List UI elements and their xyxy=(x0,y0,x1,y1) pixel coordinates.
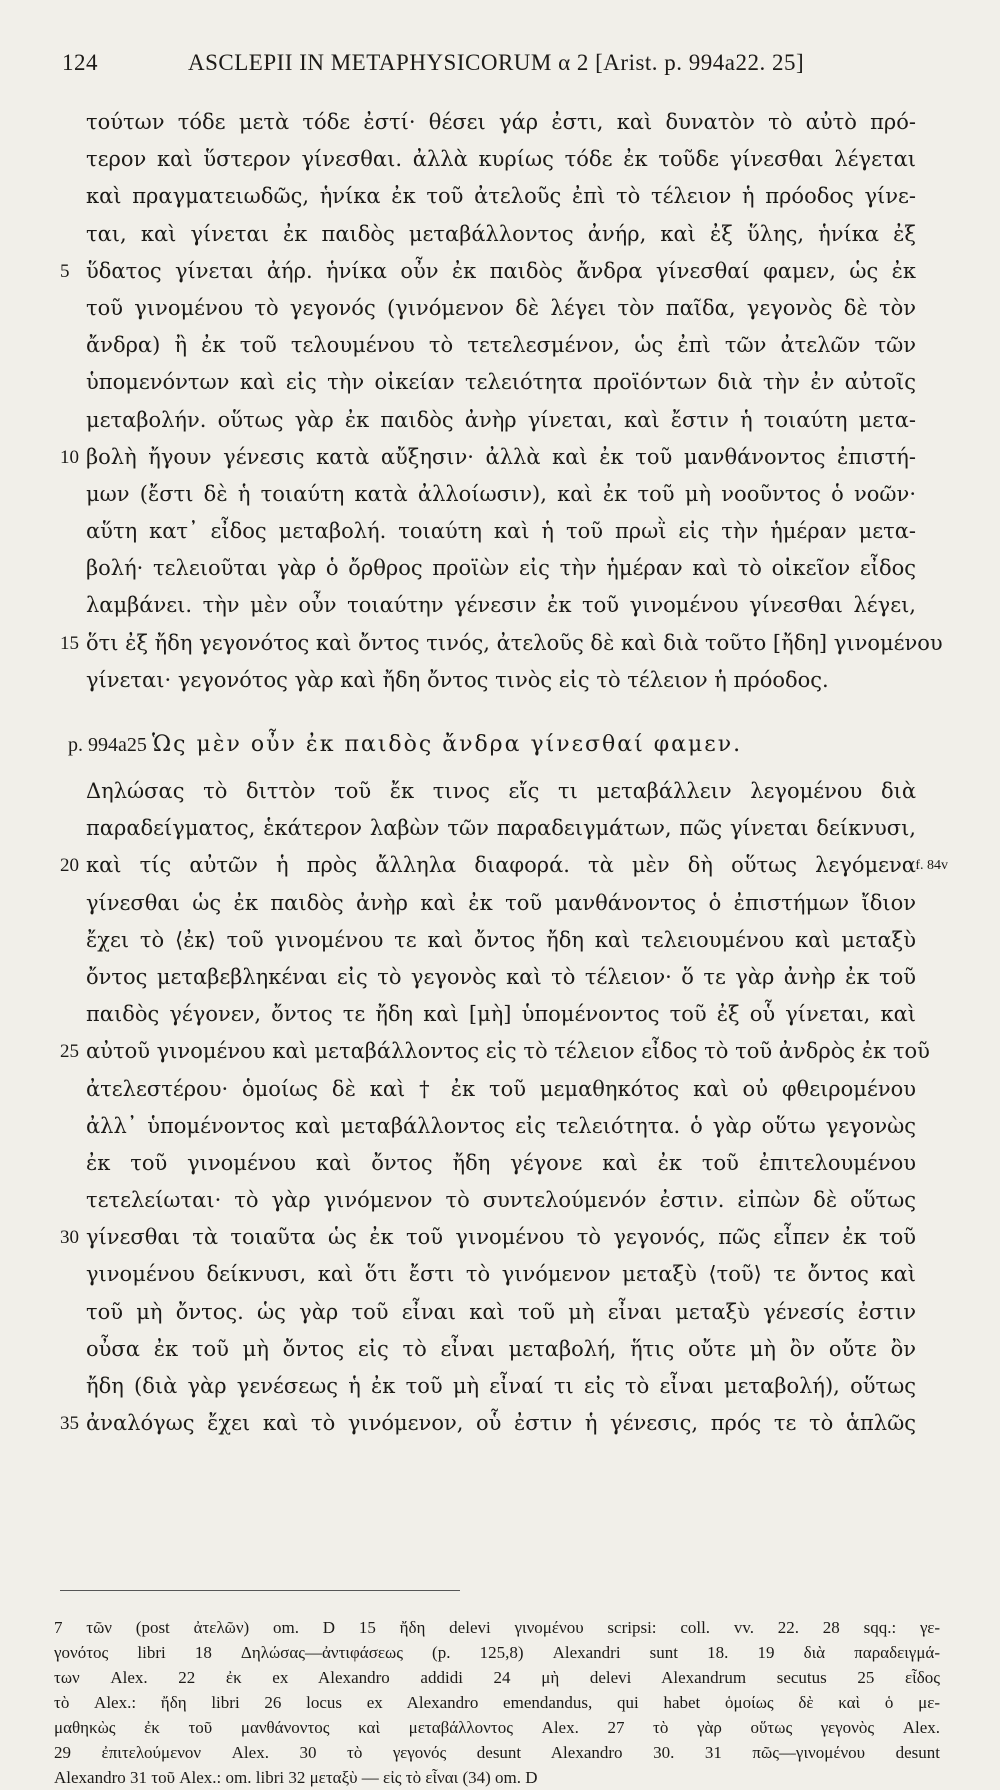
text-line xyxy=(86,476,916,513)
line-text: γίνεται· γεγονότος γὰρ καὶ ἤδη ὄντος τινὸς εἰς τὸ τέλειον ἡ πρόοδος. xyxy=(86,667,829,692)
text-line xyxy=(86,290,916,327)
text-line xyxy=(86,1294,916,1331)
page-number: 124 xyxy=(62,50,98,75)
text-line xyxy=(86,662,916,699)
text-line xyxy=(86,885,916,922)
apparatus-line: των Alex. 22 ἐκ ex Alexandro addidi 24 μὴ delevi Alexandrum secutus 25 εἶδος xyxy=(54,1668,940,1687)
folio-marker: f. 84v xyxy=(915,858,948,874)
text-line xyxy=(86,513,916,550)
line-text: ὑπομενόντων καὶ εἰς τὴν οἰκείαν τελειότητα προϊόντων διὰ τὴν ἐν αὐτοῖς xyxy=(86,370,916,395)
running-title: ASCLEPII IN METAPHYSICORUM α 2 [Arist. p. 994a22. 25] xyxy=(188,50,805,75)
line-number: 20 xyxy=(60,855,79,877)
footnote-rule xyxy=(60,1590,460,1591)
line-text: βολή· τελειοῦται γὰρ ὁ ὄρθρος προϊὼν εἰς τὴν ἡμέραν καὶ τὸ οἰκεῖον εἶδος xyxy=(86,556,916,581)
text-line xyxy=(60,1219,916,1256)
apparatus-line: μαθηκὼς ἐκ τοῦ μανθάνοντος καὶ μεταβάλλοντος Alex. 27 τὸ γὰρ οὕτως γεγονὸς Alex. xyxy=(54,1718,940,1737)
line-text: γίνεσθαι ὡς ἐκ παιδὸς ἀνὴρ καὶ ἐκ τοῦ μανθάνοντος ὁ ἐπιστήμων ἴδιον xyxy=(86,890,916,915)
line-number: 35 xyxy=(60,1413,79,1435)
text-line xyxy=(86,550,916,587)
apparatus-line: τὸ Alex.: ἤδη libri 26 locus ex Alexandro emendandus, qui habet ὁμοίως δὲ καὶ ὁ με- xyxy=(54,1693,940,1712)
line-text: ἔχει τὸ ⟨ἐκ⟩ τοῦ γινομένου τε καὶ ὄντος ἤδη καὶ τελειουμένου καὶ μεταξὺ xyxy=(86,927,916,952)
apparatus-line: Alexandro 31 τοῦ Alex.: om. libri 32 μεταξὺ — εἰς τὸ εἶναι (34) om. D xyxy=(54,1768,538,1787)
line-text: ὄντος μεταβεβληκέναι εἰς τὸ γεγονὸς καὶ τὸ τέλειον· ὅ τε γὰρ ἀνὴρ ἐκ τοῦ xyxy=(86,964,916,989)
text-line xyxy=(86,402,916,439)
text-line xyxy=(86,141,916,178)
text-line xyxy=(60,439,916,476)
text-line xyxy=(86,773,916,810)
line-text: ἀλλ᾽ ὑπομένοντος καὶ μεταβάλλοντος εἰς τελειότητα. ὁ γὰρ οὕτω γεγονὼς xyxy=(86,1113,916,1138)
text-line xyxy=(86,587,916,624)
line-text: τετελείωται· τὸ γὰρ γινόμενον τὸ συντελούμενόν ἐστιν. εἰπὼν δὲ οὕτως xyxy=(86,1188,916,1213)
line-text: γινομένου δείκνυσι, καὶ ὅτι ἔστι τὸ γινόμενον μεταξὺ ⟨τοῦ⟩ τε ὄντος καὶ xyxy=(86,1262,916,1287)
apparatus-line: 7 τῶν (post ἀτελῶν) om. D 15 ἤδη delevi γινομένου scripsi: coll. vv. 22. 28 sqq.: γε- xyxy=(54,1618,940,1637)
critical-apparatus xyxy=(54,1615,940,1790)
line-text: ἐκ τοῦ γινομένου καὶ ὄντος ἤδη γέγονε καὶ ἐκ τοῦ ἐπιτελουμένου xyxy=(86,1150,916,1175)
text-line xyxy=(86,104,916,141)
line-text: λαμβάνει. τὴν μὲν οὖν τοιαύτην γένεσιν ἐκ τοῦ γινομένου γίνεσθαι λέγει, xyxy=(86,593,916,618)
line-text: μων (ἔστι δὲ ἡ τοιαύτη κατὰ ἀλλοίωσιν), καὶ ἐκ τοῦ μὴ νοοῦντος ὁ νοῶν· xyxy=(86,481,916,506)
lemma-heading xyxy=(68,725,916,765)
text-line xyxy=(86,1071,916,1108)
main-text xyxy=(60,104,948,1442)
line-number: 25 xyxy=(60,1041,79,1063)
line-text: ἀτελεστέρου· ὁμοίως δὲ καὶ † ἐκ τοῦ μεμαθηκότος καὶ οὐ φθειρομένου xyxy=(86,1076,916,1101)
spacer xyxy=(86,699,916,725)
text-line xyxy=(86,922,916,959)
text-block-1 xyxy=(60,104,943,699)
line-text: βολὴ ἤγουν γένεσις κατὰ αὔξησιν· ἀλλὰ καὶ ἐκ τοῦ μανθάνοντος ἐπιστή- xyxy=(86,444,916,469)
line-text: τοῦ γινομένου τὸ γεγονός (γινόμενον δὲ λέγει τὸν παῖδα, γεγονὸς δὲ τὸν xyxy=(86,295,916,320)
text-line xyxy=(60,625,943,662)
text-line xyxy=(86,1182,916,1219)
text-line xyxy=(60,1405,916,1442)
text-line xyxy=(86,216,916,253)
text-line xyxy=(86,178,916,215)
text-line xyxy=(60,1033,930,1070)
line-text: τοῦ μὴ ὄντος. ὡς γὰρ τοῦ εἶναι καὶ τοῦ μὴ εἶναι μεταξὺ γένεσίς ἐστιν xyxy=(86,1299,916,1324)
text-line xyxy=(60,253,916,290)
line-text: αὕτη κατ᾽ εἶδος μεταβολή. τοιαύτη καὶ ἡ τοῦ πρωῒ εἰς τὴν ἡμέραν μετα- xyxy=(86,519,916,544)
text-line xyxy=(86,1331,916,1368)
line-text: Δηλώσας τὸ διττὸν τοῦ ἔκ τινος εἴς τι μεταβάλλειν λεγομένου διὰ xyxy=(86,779,916,803)
text-line xyxy=(86,810,916,847)
text-line xyxy=(86,996,916,1033)
line-text: ἤδη (διὰ γὰρ γενέσεως ἡ ἐκ τοῦ μὴ εἶναί τι εἰς τὸ εἶναι μεταβολή), οὕτως xyxy=(86,1374,916,1398)
lemma-text: Ὡς μὲν οὖν ἐκ παιδὸς ἄνδρα γίνεσθαί φαμεν. xyxy=(152,732,743,757)
line-text: τερον καὶ ὕστερον γίνεσθαι. ἀλλὰ κυρίως τόδε ἐκ τοῦδε γίνεσθαι λέγεται xyxy=(86,147,916,172)
text-line xyxy=(86,1108,916,1145)
text-line xyxy=(86,1256,916,1293)
line-text: ἄνδρα) ἢ ἐκ τοῦ τελουμένου τὸ τετελεσμένον, ὡς ἐπὶ τῶν ἀτελῶν τῶν xyxy=(86,333,916,358)
text-line xyxy=(86,959,916,996)
line-number: 5 xyxy=(60,260,70,282)
lemma-reference: p. 994a25 xyxy=(68,734,147,756)
line-text: ἀναλόγως ἔχει καὶ τὸ γινόμενον, οὗ ἐστιν ἡ γένεσις, πρός τε τὸ ἁπλῶς xyxy=(86,1411,916,1436)
line-text: ὕδατος γίνεται ἀήρ. ἡνίκα οὖν ἐκ παιδὸς ἄνδρα γίνεσθαί φαμεν, ὡς ἐκ xyxy=(86,258,916,283)
line-text: καὶ πραγματειωδῶς, ἡνίκα ἐκ τοῦ ἀτελοῦς ἐπὶ τὸ τέλειον ἡ πρόοδος γίνε- xyxy=(86,184,916,209)
apparatus-line: 29 ἐπιτελούμενον Alex. 30 τὸ γεγονός desunt Alexandro 30. 31 πῶς—γινομένου desunt xyxy=(54,1743,940,1762)
line-number: 10 xyxy=(60,446,79,468)
text-block-2 xyxy=(60,773,948,1442)
line-text: ὅτι ἐξ ἤδη γεγονότος καὶ ὄντος τινός, ἀτελοῦς δὲ καὶ διὰ τοῦτο [ἤδη] γινομένου xyxy=(86,630,943,655)
line-text: ται, καὶ γίνεται ἐκ παιδὸς μεταβάλλοντος ἀνήρ, καὶ ἐξ ὕλης, ἡνίκα ἐξ xyxy=(86,221,916,246)
line-text: αὐτοῦ γινομένου καὶ μεταβάλλοντος εἰς τὸ τέλειον εἶδος τὸ τοῦ ἀνδρὸς ἐκ τοῦ xyxy=(86,1039,930,1064)
line-number: 15 xyxy=(60,632,79,654)
line-text: παιδὸς γέγονεν, ὄντος τε ἤδη καὶ [μὴ] ὑπομένοντος τοῦ ἐξ οὗ γίνεται, καὶ xyxy=(86,1002,916,1027)
text-line xyxy=(86,364,916,401)
line-number: 30 xyxy=(60,1227,79,1249)
line-text: γίνεσθαι τὰ τοιαῦτα ὡς ἐκ τοῦ γινομένου τὸ γεγονός, πῶς εἶπεν ἐκ τοῦ xyxy=(86,1225,916,1250)
text-line xyxy=(86,1368,916,1405)
line-text: παραδείγματος, ἑκάτερον λαβὼν τῶν παραδειγμάτων, πῶς γίνεται δείκνυσι, xyxy=(86,816,916,841)
text-line xyxy=(86,327,916,364)
spacer xyxy=(86,765,916,773)
line-text: καὶ τίς αὐτῶν ἡ πρὸς ἄλληλα διαφορά. τὰ μὲν δὴ οὕτως λεγόμενα xyxy=(86,853,916,878)
apparatus-line: γονότος libri 18 Δηλώσας—ἀντιφάσεως (p. 125,8) Alexandri sunt 18. 19 διὰ παραδειγμά- xyxy=(54,1643,940,1662)
text-line xyxy=(60,847,948,884)
line-text: οὖσα ἐκ τοῦ μὴ ὄντος εἰς τὸ εἶναι μεταβολή, ἥτις οὔτε μὴ ὂν οὔτε ὂν xyxy=(86,1336,916,1361)
line-text: τούτων τόδε μετὰ τόδε ἐστί· θέσει γάρ ἐστι, καὶ δυνατὸν τὸ αὐτὸ πρό- xyxy=(86,110,916,134)
line-text: μεταβολήν. οὕτως γὰρ ἐκ παιδὸς ἀνὴρ γίνεται, καὶ ἔστιν ἡ τοιαύτη μετα- xyxy=(86,407,916,432)
text-line xyxy=(86,1145,916,1182)
